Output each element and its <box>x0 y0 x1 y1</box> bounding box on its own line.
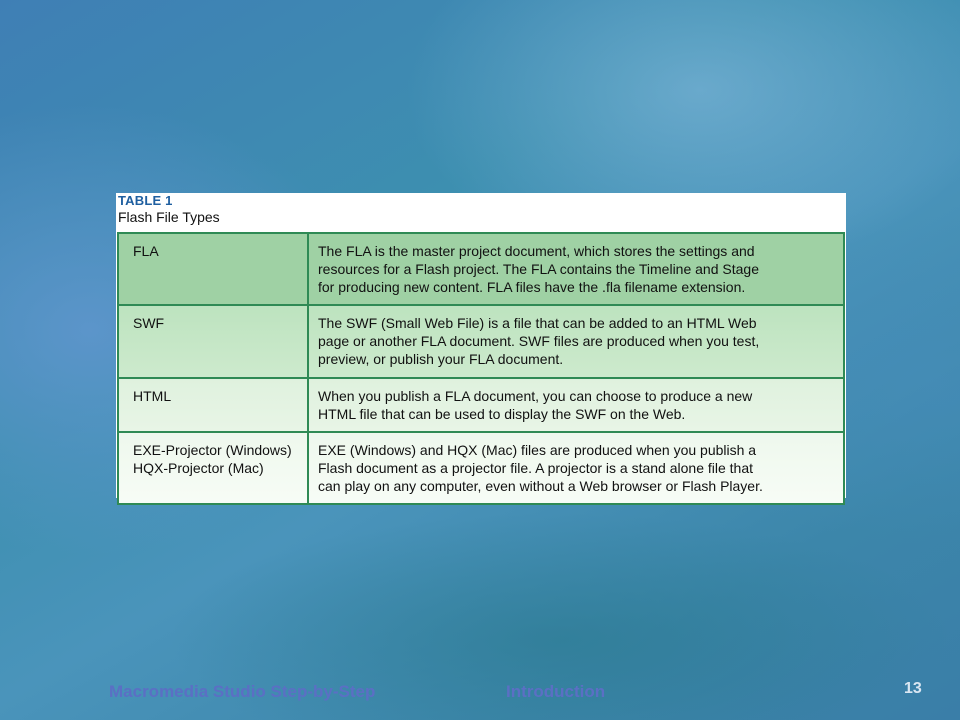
file-type-name: EXE-Projector (Windows) <box>133 442 292 458</box>
description-line: Flash document as a projector file. A projector is a stand alone file that <box>318 460 754 476</box>
table-row <box>118 432 844 504</box>
description-cell <box>308 378 844 432</box>
table-figure <box>116 193 846 498</box>
file-type-name: HQX-Projector (Mac) <box>133 460 264 476</box>
description-line: HTML file that can be used to display the SWF on the Web. <box>318 406 686 422</box>
table-row <box>118 378 844 432</box>
file-type-cell <box>118 233 308 305</box>
description-line: can play on any computer, even without a Web browser or Flash Player. <box>318 478 763 494</box>
description-line: resources for a Flash project. The FLA contains the Timeline and Stage <box>318 261 759 277</box>
file-type-name: HTML <box>133 388 172 404</box>
table-label: TABLE 1 <box>118 193 173 208</box>
description-line: The SWF (Small Web File) is a file that can be added to an HTML Web <box>318 315 757 331</box>
description-line: EXE (Windows) and HQX (Mac) files are produced when you publish a <box>318 442 757 458</box>
description-line: page or another FLA document. SWF files are produced when you test, <box>318 333 760 349</box>
description-line: preview, or publish your FLA document. <box>318 351 564 367</box>
table-row <box>118 305 844 378</box>
description-cell <box>308 233 844 305</box>
page-number: 13 <box>904 680 922 697</box>
file-type-cell <box>118 378 308 432</box>
footer-book-title: Macromedia Studio Step-by-Step <box>109 682 376 701</box>
table-caption: Flash File Types <box>118 209 220 225</box>
description-line: When you publish a FLA document, you can choose to produce a new <box>318 388 753 404</box>
file-types-table <box>117 232 845 505</box>
file-type-name: SWF <box>133 315 165 331</box>
description-cell <box>308 305 844 378</box>
description-line: The FLA is the master project document, which stores the settings and <box>318 243 755 259</box>
table-row <box>118 233 844 305</box>
footer-chapter: Introduction <box>506 682 606 701</box>
file-type-cell <box>118 432 308 504</box>
description-cell <box>308 432 844 504</box>
description-line: for producing new content. FLA files have the .fla filename extension. <box>318 279 746 295</box>
file-type-name: FLA <box>133 243 159 259</box>
file-type-cell <box>118 305 308 378</box>
